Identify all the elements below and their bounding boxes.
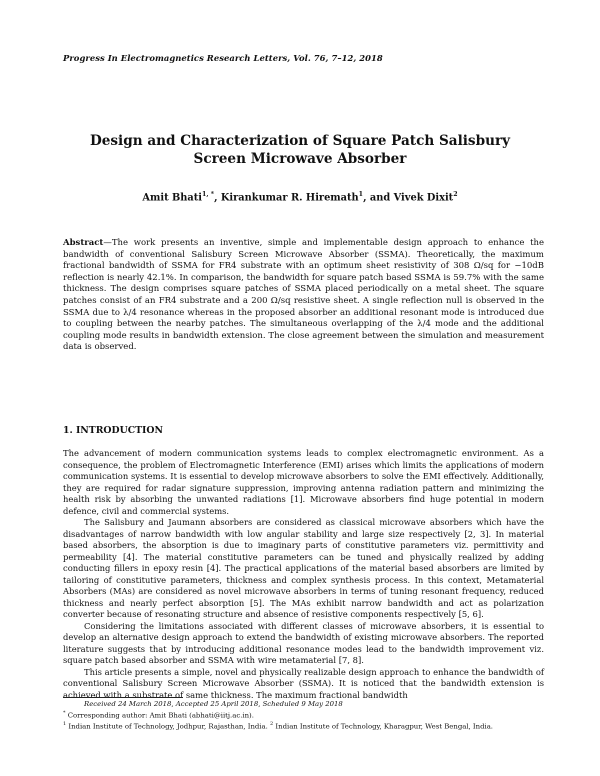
footnote-mark: 2 bbox=[270, 720, 274, 727]
author-name: Amit Bhati bbox=[142, 192, 203, 204]
received-dates: Received 24 March 2018, Accepted 25 April 2018, Scheduled 9 May 2018 bbox=[84, 700, 343, 708]
section-body bbox=[63, 448, 544, 701]
author-separator: , bbox=[214, 192, 221, 204]
body-paragraph: Considering the limitations associated with different classes of microwave absorbers, it is essential to develop an alternative design approach to extend the bandwidth of existing microwave absorbers. The reported literature suggests that by introducing additional resonance modes lead to the bandwidth improvement viz. square patch based absorber and SSMA with wire metamaterial [7, 8]. bbox=[63, 620, 544, 665]
section-heading: 1. INTRODUCTION bbox=[63, 425, 163, 436]
author-separator: , and bbox=[363, 192, 394, 204]
author-affiliation-mark: 1, * bbox=[202, 191, 215, 198]
affiliations bbox=[63, 720, 544, 731]
body-paragraph: This article presents a simple, novel and physically realizable design approach to enhance the bandwidth of conventional Salisbury Screen Microwave Absorber (SSMA). It is noticed that the bandwidth extension is achieved with a substrate of same thickness. The maximum fractional bandwidth bbox=[63, 666, 544, 700]
author-name: Vivek Dixit bbox=[393, 192, 454, 204]
footnote-mark: 1 bbox=[63, 720, 67, 727]
affiliation-2: Indian Institute of Technology, Kharagpur, West Bengal, India. bbox=[275, 722, 493, 731]
footnote-divider bbox=[63, 697, 183, 698]
abstract-text: —The work presents an inventive, simple and implementable design approach to enhance the bandwidth of conventional Salisbury Screen Microwave Absorber (SSMA). Theoretically, the maximum fractional bandwidth of SSMA for FR4 substrate with an optimum sheet resistivity of 308 Ω/sq for −10dB reflection is nearly 42.1%. In comparison, the bandwidth for square patch based SSMA is 59.7% with the same thickness. The design comprises square patches of SSMA placed periodically on a metal sheet. The square patches consist of an FR4 substrate and a 200 Ω/sq resistive sheet. A single reflection null is observed in the SSMA due to λ/4 resonance whereas in the proposed absorber an additional resonant mode is introduced due to coupling between the nearby patches. The simultaneous overlapping of the λ/4 mode and the additional coupling mode results in bandwidth extension. The close agreement between the simulation and measurement data is observed. bbox=[63, 238, 544, 353]
body-paragraph: The Salisbury and Jaumann absorbers are considered as classical microwave absorbers which have the disadvantages of narrow bandwidth with low angular stability and large size respectively [2, 3]. In material based absorbers, the absorption is due to imaginary parts of constitutive parameters viz. permittivity and permeability [4]. The material constitutive parameters can be tuned and physically realized by adding conducting fillers in epoxy resin [4]. The practical applications of the material based absorbers are limited by tailoring of constitutive parameters, thickness and complex synthesis process. In this context, Metamaterial Absorbers (MAs) are considered as novel microwave absorbers in terms of tuning resonant frequency, reduced thickness and nearly perfect absorption [5]. The MAs exhibit narrow bandwidth and act as polarization converter because of resonating structure and absence of resistive components respectively [5, 6]. bbox=[63, 517, 544, 619]
abstract bbox=[63, 238, 544, 354]
author-line bbox=[63, 191, 537, 203]
footnotes bbox=[63, 700, 544, 731]
corresponding-author: Corresponding author: Amit Bhati (abhati@iitj.ac.in). bbox=[67, 711, 254, 720]
affiliation-1: Indian Institute of Technology, Jodhpur, Rajasthan, India. bbox=[68, 722, 268, 731]
author-affiliation-mark: 2 bbox=[453, 191, 458, 198]
footnote-mark: * bbox=[63, 709, 66, 716]
author-affiliation-mark: 1 bbox=[358, 191, 364, 198]
abstract-label: Abstract bbox=[63, 238, 104, 248]
author-name: Kirankumar R. Hiremath bbox=[220, 192, 359, 204]
paper-title: Design and Characterization of Square Patch Salisbury Screen Microwave Absorber bbox=[89, 133, 511, 167]
journal-header: Progress In Electromagnetics Research Letters, Vol. 76, 7–12, 2018 bbox=[63, 53, 383, 63]
body-paragraph: The advancement of modern communication systems leads to complex electromagnetic environment. As a consequence, the problem of Electromagnetic Interference (EMI) arises which limits the applications of modern communication systems. It is essential to develop microwave absorbers to solve the EMI effectively. Additionally, they are required for radar signature suppression, improving antenna radiation pattern and minimizing the health risk by absorbing the unwanted radiations [1]. Microwave absorbers find huge potential in modern defence, civil and commercial systems. bbox=[63, 448, 544, 516]
corresponding-author-note bbox=[63, 709, 544, 720]
